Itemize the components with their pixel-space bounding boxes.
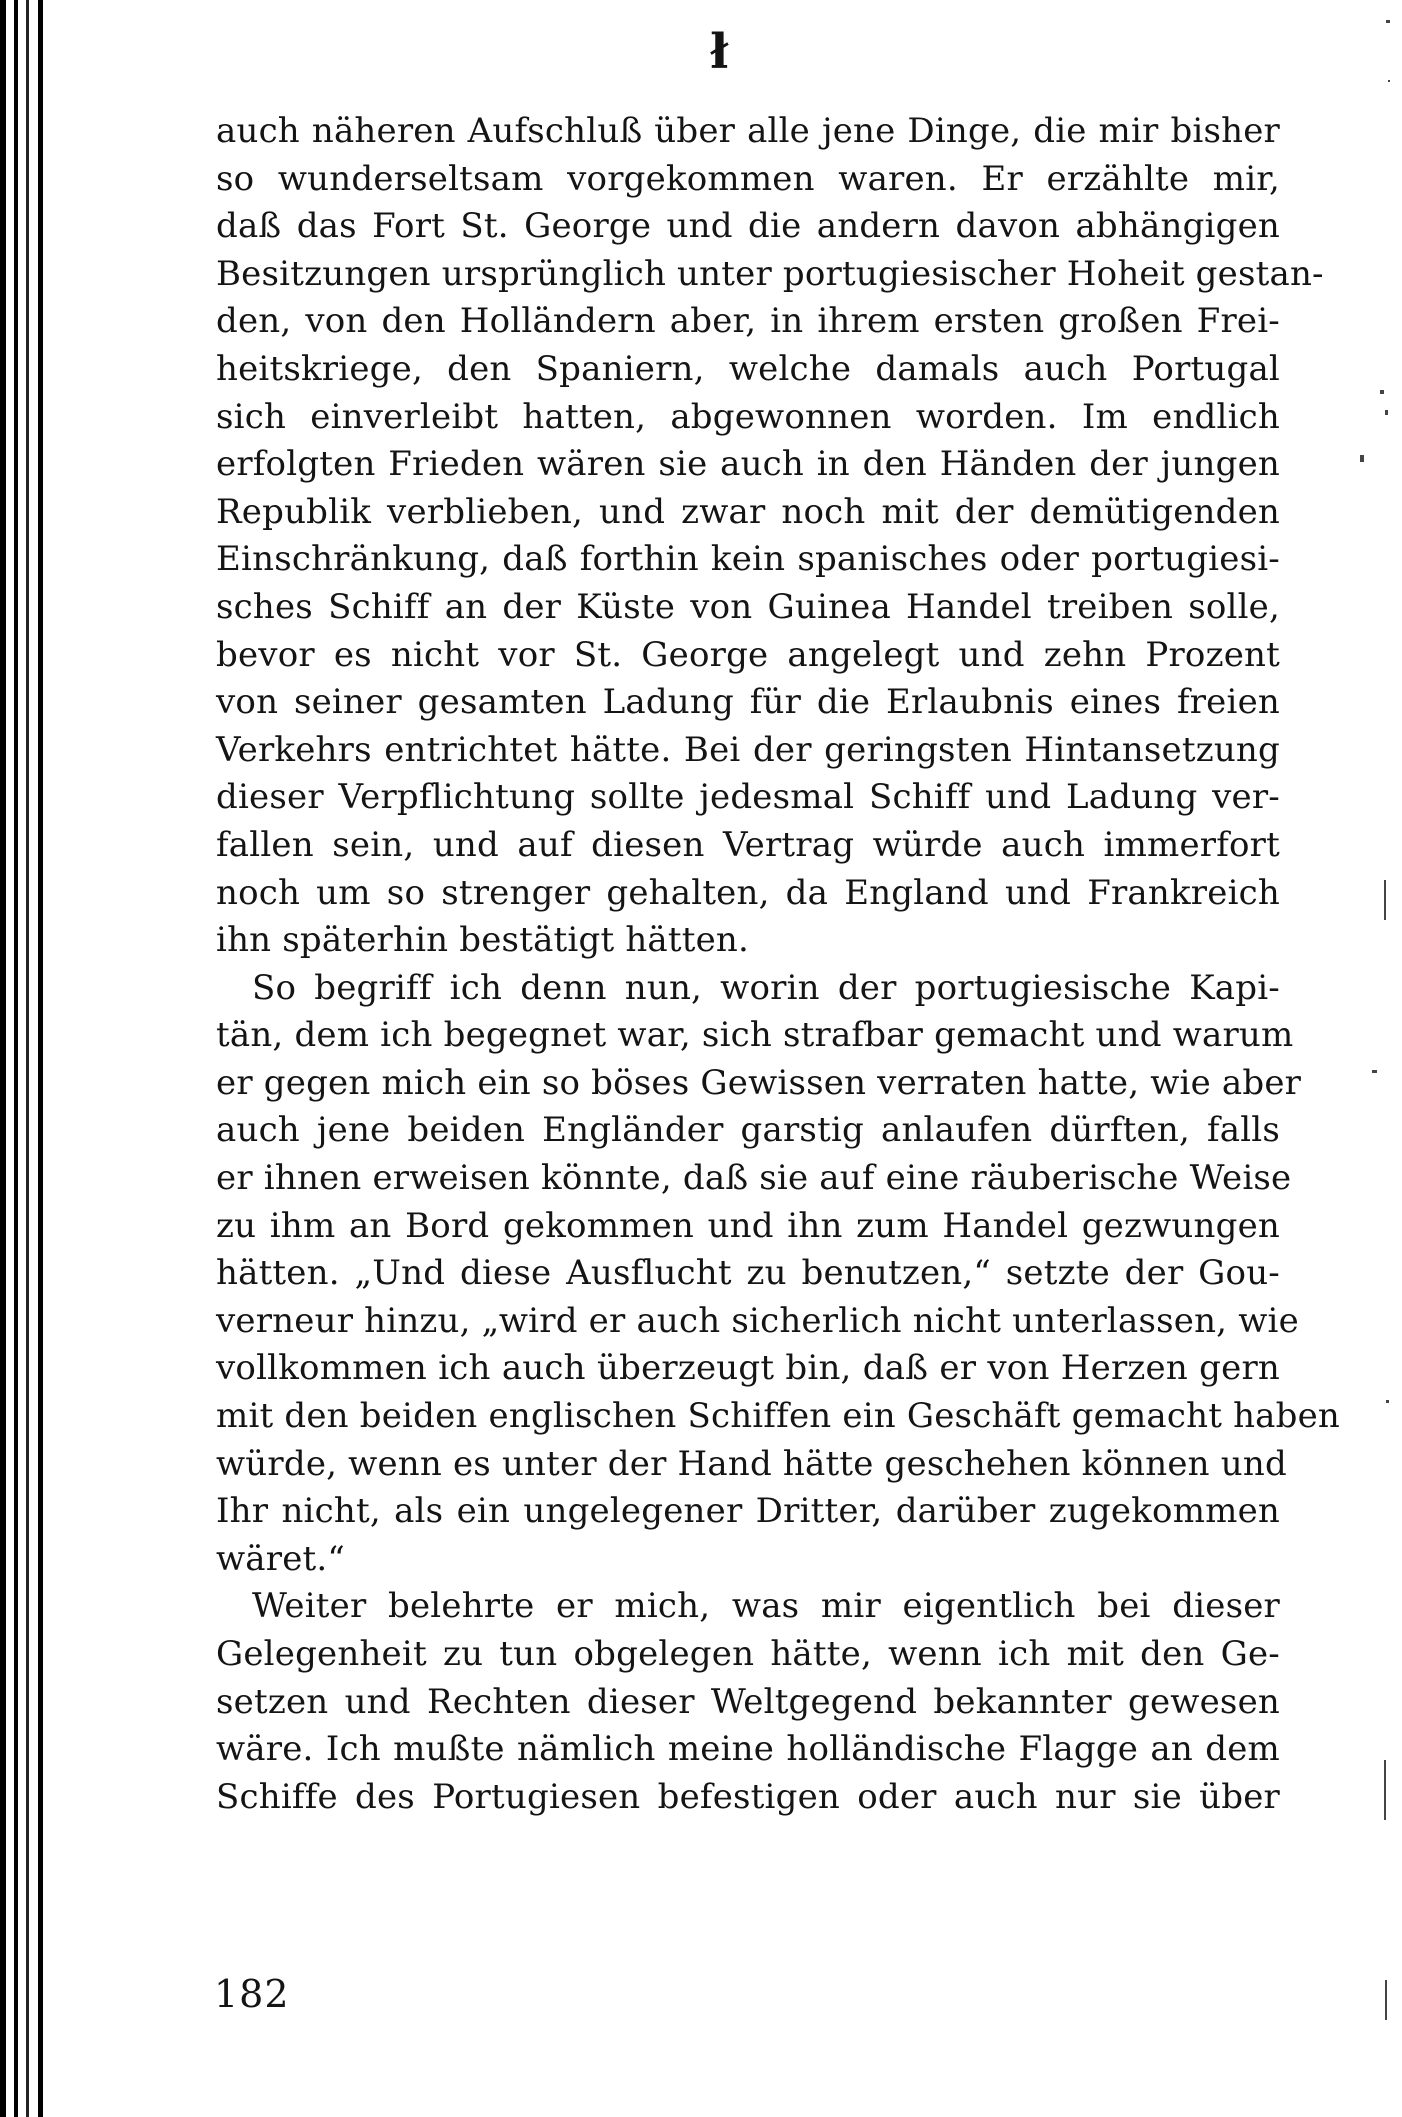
text-line: verneur hinzu, „wird er auch sicherlich nicht unterlassen, wie bbox=[216, 1300, 1299, 1341]
text-line: wäre. Ich mußte nämlich meine holländische Flagge an dem bbox=[216, 1729, 1280, 1770]
speck bbox=[1386, 20, 1390, 23]
body-text bbox=[216, 108, 1341, 1821]
text-line: so wunderseltsam vorgekommen waren. Er erzählte mir, bbox=[216, 158, 1280, 199]
speck bbox=[1388, 80, 1390, 82]
speck bbox=[1385, 410, 1388, 415]
text-line: noch um so strenger gehalten, da England und Frankreich bbox=[216, 872, 1280, 913]
text-line: heitskriege, den Spaniern, welche damals auch Portugal bbox=[216, 348, 1280, 389]
binding-edge-line bbox=[14, 0, 18, 2117]
right-margin-specks bbox=[1382, 0, 1402, 2117]
text-line: er ihnen erweisen könnte, daß sie auf eine räuberische Weise bbox=[216, 1158, 1292, 1199]
speck bbox=[1386, 1400, 1389, 1403]
text-line: dieser Verpflichtung sollte jedesmal Schiff und Ladung ver- bbox=[216, 777, 1280, 818]
text-line: den, von den Holländern aber, in ihrem ersten großen Frei- bbox=[216, 301, 1280, 342]
text-line: bevor es nicht vor St. George angelegt und zehn Prozent bbox=[216, 634, 1280, 675]
text-line: mit den beiden englischen Schiffen ein Geschäft gemacht haben bbox=[216, 1396, 1341, 1437]
text-line: zu ihm an Bord gekommen und ihn zum Handel gezwungen bbox=[216, 1205, 1280, 1246]
page-mark: ł bbox=[710, 24, 729, 80]
binding-edge-line bbox=[38, 0, 43, 2117]
text-line: hätten. „Und diese Ausflucht zu benutzen,“ setzte der Gou- bbox=[216, 1253, 1280, 1294]
paragraph-end-line: ihn späterhin bestätigt hätten. bbox=[216, 920, 750, 961]
text-line: fallen sein, und auf diesen Vertrag würde auch immerfort bbox=[216, 824, 1280, 865]
text-line: daß das Fort St. George und die andern davon abhängigen bbox=[216, 206, 1280, 247]
speck bbox=[1384, 880, 1386, 920]
speck bbox=[1385, 1980, 1387, 2020]
text-line: Gelegenheit zu tun obgelegen hätte, wenn ich mit den Ge- bbox=[216, 1634, 1280, 1674]
page-number: 182 bbox=[214, 1972, 290, 2016]
text-line: auch jene beiden Engländer garstig anlaufen dürften, falls bbox=[216, 1110, 1280, 1151]
text-line: Besitzungen ursprünglich unter portugiesischer Hoheit gestan- bbox=[216, 253, 1324, 294]
text-line: Schiffe des Portugiesen befestigen oder auch nur sie über bbox=[216, 1776, 1280, 1817]
text-line: vollkommen ich auch überzeugt bin, daß er von Herzen gern bbox=[216, 1348, 1280, 1389]
speck bbox=[1360, 455, 1364, 462]
text-line: Einschränkung, daß forthin kein spanisches oder portugiesi- bbox=[216, 539, 1280, 580]
binding-edge-line bbox=[26, 0, 29, 2117]
text-line: Republik verblieben, und zwar noch mit der demütigenden bbox=[216, 491, 1280, 532]
text-line: sich einverleibt hatten, abgewonnen worden. Im endlich bbox=[216, 396, 1280, 437]
text-line: sches Schiff an der Küste von Guinea Handel treiben solle, bbox=[216, 586, 1280, 627]
text-line: Ihr nicht, als ein ungelegener Dritter, darüber zugekommen bbox=[216, 1491, 1280, 1532]
speck bbox=[1380, 390, 1384, 394]
text-line: auch näheren Aufschluß über alle jene Dinge, die mir bisher bbox=[216, 111, 1280, 151]
text-line: setzen und Rechten dieser Weltgegend bekannter gewesen bbox=[216, 1681, 1280, 1722]
text-line: Verkehrs entrichtet hätte. Bei der geringsten Hintansetzung bbox=[216, 729, 1280, 770]
binding-edge bbox=[0, 0, 6, 2117]
text-line: er gegen mich ein so böses Gewissen verraten hatte, wie aber bbox=[216, 1062, 1302, 1103]
text-line: würde, wenn es unter der Hand hätte geschehen können und bbox=[216, 1443, 1287, 1484]
text-line: von seiner gesamten Ladung für die Erlaubnis eines freien bbox=[216, 682, 1280, 723]
paragraph-end-line: wäret.“ bbox=[216, 1538, 345, 1579]
speck bbox=[1372, 1070, 1377, 1073]
paragraph-start-line: Weiter belehrte er mich, was mir eigentlich bei dieser bbox=[252, 1586, 1280, 1627]
speck bbox=[1384, 1760, 1386, 1820]
text-line: tän, dem ich begegnet war, sich strafbar gemacht und warum bbox=[216, 1015, 1294, 1056]
text-line: erfolgten Frieden wären sie auch in den Händen der jungen bbox=[216, 444, 1280, 485]
paragraph-start-line: So begriff ich denn nun, worin der portugiesische Kapi- bbox=[252, 967, 1280, 1008]
